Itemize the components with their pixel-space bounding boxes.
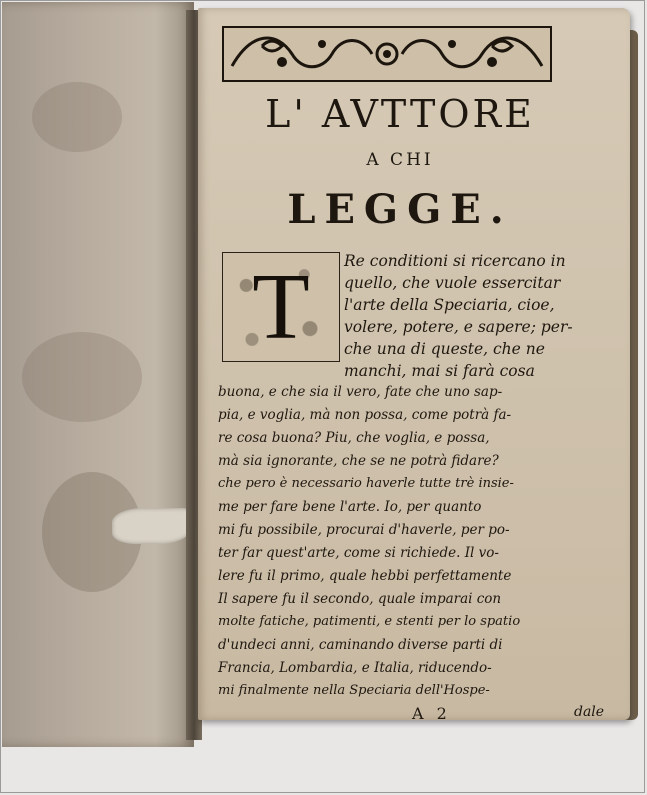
text-line: Francia, Lombardia, e Italia, riducendo-	[218, 660, 492, 676]
text-line: mà sia ignorante, che se ne potrà fidare?	[218, 453, 499, 469]
stain	[32, 82, 122, 152]
text-line: lere fu il primo, quale hebbi perfettamente	[218, 568, 512, 584]
text-line: re cosa buona? Piu, che voglia, e possa,	[218, 430, 490, 446]
text-line: quello, che vuole essercitar	[344, 274, 561, 292]
text-line: buona, e che sia il vero, fate che uno sap-	[218, 384, 503, 400]
initial-letter: T	[252, 255, 310, 359]
text-line: manchi, mai si farà cosa	[344, 362, 535, 380]
text-line: me per fare bene l'arte. Io, per quanto	[218, 499, 482, 515]
page-tear	[112, 508, 190, 544]
page-title: L' AVTTORE	[265, 92, 535, 136]
text-line: mi finalmente nella Speciaria dell'Hospe-	[218, 683, 490, 698]
text-line: Il sapere fu il secondo, quale imparai con	[218, 591, 502, 607]
text-line: molte fatiche, patimenti, e stenti per lo spatio	[218, 614, 521, 629]
text-line: ter far quest'arte, come si richiede. Il vo-	[218, 545, 499, 561]
text-line: pia, e voglia, mà non possa, come potrà fa-	[218, 407, 512, 423]
text-line: che pero è necessario haverle tutte trè insie-	[218, 476, 514, 491]
text-line: volere, potere, e sapere; per-	[344, 318, 573, 336]
text-line: d'undeci anni, caminando diverse parti di	[218, 637, 503, 653]
catchword: dale	[574, 704, 605, 720]
page-subtitle: A CHI	[366, 150, 434, 170]
decorated-initial	[222, 252, 340, 362]
left-page	[2, 2, 194, 747]
text-line: l'arte della Speciaria, cioe,	[344, 296, 555, 314]
text-line: che una di queste, che ne	[344, 340, 545, 358]
text-line: mi fu possibile, procurai d'haverle, per po-	[218, 522, 510, 538]
page-heading: LEGGE.	[287, 186, 513, 233]
ornamental-headpiece	[222, 26, 552, 82]
stain	[22, 332, 142, 422]
signature-mark: A 2	[412, 704, 451, 723]
text-line: Re conditioni si ricercano in	[344, 252, 566, 270]
